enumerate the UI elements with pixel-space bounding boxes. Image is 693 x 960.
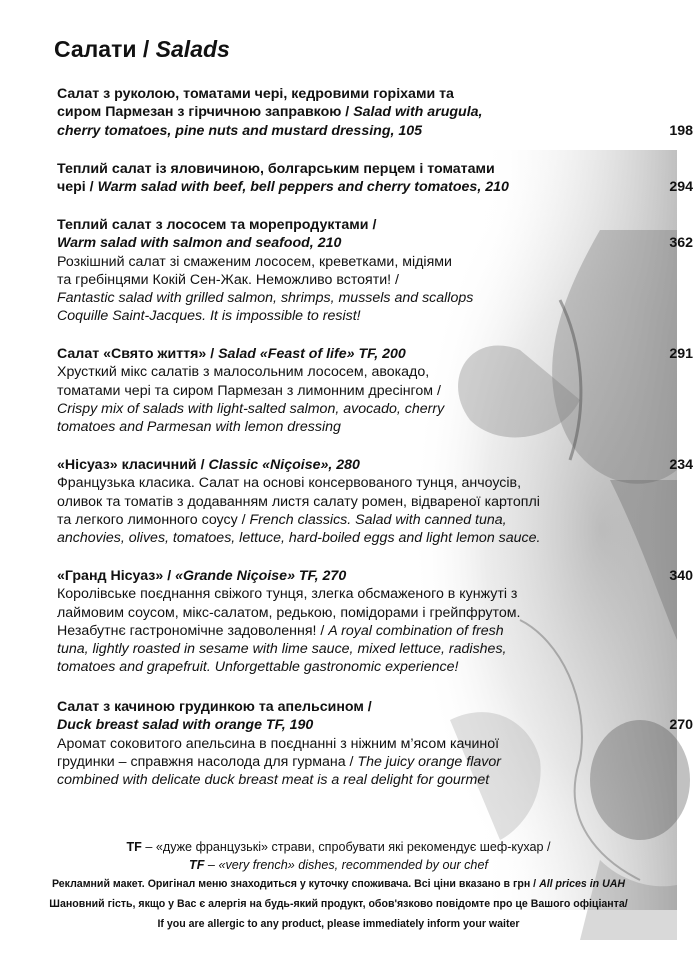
text-segment: грудинки – справжня насолода для гурмана / xyxy=(57,753,358,770)
text-segment: Duck breast salad with orange TF, 190 xyxy=(57,717,314,734)
menu-item-text xyxy=(57,122,637,140)
text-segment: «Гранд Нісуаз» / xyxy=(57,568,176,584)
menu-item xyxy=(57,85,693,140)
menu-item-text xyxy=(57,400,637,418)
allergy-note-en: If you are allergic to any product, please immediately inform your waiter xyxy=(157,918,520,930)
menu-item-price: 270 xyxy=(669,717,693,734)
menu-item-text xyxy=(57,511,637,529)
menu-item-text xyxy=(57,493,637,511)
menu-item-title xyxy=(57,567,637,585)
text-segment: «Нісуаз» класичний / xyxy=(57,457,209,473)
menu-item xyxy=(57,345,693,436)
text-segment: Теплий салат із яловичиною, болгарським перцем і томатами xyxy=(57,161,495,177)
menu-item-text xyxy=(57,307,637,325)
menu-item-text xyxy=(57,735,637,753)
menu-item-text xyxy=(57,234,637,252)
menu-item-price: 340 xyxy=(669,568,693,584)
allergy-note-ua: Шановний гість, якщо у Вас є алергія на будь-який продукт, обов'язково повідомте про це Вашого офіціанта/ xyxy=(49,898,628,910)
menu-item-text xyxy=(57,585,637,603)
price-note-en: All prices in UAH xyxy=(539,878,626,890)
text-segment: та гребінцями Кокій Сен-Жак. Неможливо встояти! / xyxy=(57,271,399,288)
tf-mark: TF xyxy=(126,840,142,854)
text-segment: Французька класика. Салат на основі консервованого тунця, анчоусів, xyxy=(57,475,522,492)
text-segment: Незабутнє гастрономічне задоволення! / xyxy=(57,622,329,639)
menu-item xyxy=(57,698,693,789)
menu-item-text xyxy=(57,753,637,771)
menu-item-title xyxy=(57,160,637,178)
text-segment: combined with delicate duck breast meat is a real delight for gourmet xyxy=(57,772,490,789)
menu-item-price: 362 xyxy=(669,235,693,252)
text-segment-en: Classic «Niçoise», 280 xyxy=(208,457,360,473)
text-segment-en: Warm salad with beef, bell peppers and cherry tomatoes, 210 xyxy=(97,179,509,196)
menu-item-title xyxy=(57,85,637,103)
menu-item-text xyxy=(57,271,637,289)
text-segment: cherry tomatoes, pine nuts and mustard dressing, 105 xyxy=(57,122,423,139)
menu-item-text xyxy=(57,640,637,658)
menu-item-text xyxy=(57,253,637,271)
menu-item-text xyxy=(57,382,637,400)
text-segment-en: Salad «Feast of life» TF, 200 xyxy=(218,346,406,362)
text-segment: anchovies, olives, tomatoes, lettuce, hard-boiled eggs and light lemon sauce. xyxy=(57,530,541,547)
text-segment: та легкого лимонного соусу / xyxy=(57,511,250,528)
menu-item xyxy=(57,567,693,677)
text-segment-en: The juicy orange flavor xyxy=(357,753,501,770)
price-note xyxy=(0,874,677,894)
menu-item-price: 234 xyxy=(669,457,693,473)
text-segment-en: Salad with arugula, xyxy=(353,104,483,121)
text-segment: tomatoes and grapefruit. Unforgettable gastronomic experience! xyxy=(57,659,459,676)
menu-item-text xyxy=(57,529,637,547)
text-segment: Салат з руколою, томатами чері, кедровими горіхами та xyxy=(57,86,454,102)
text-segment-en: French classics. Salad with canned tuna, xyxy=(249,511,507,528)
text-segment: Королівське поєднання свіжого тунця, злегка обсмаженого в кунжуті з xyxy=(57,586,518,603)
tf-note-ua xyxy=(0,838,677,856)
text-segment: чері / xyxy=(57,179,98,196)
tf-note-ua-text: – «дуже французькі» страви, спробувати які рекомендує шеф-кухар / xyxy=(141,840,551,854)
tf-note-en xyxy=(0,856,677,874)
text-segment: Розкішний салат зі смаженим лососем, креветками, мідіями xyxy=(57,253,452,270)
text-segment: сиром Пармезан з гірчичною заправкою / xyxy=(57,104,354,121)
menu-item-title xyxy=(57,456,637,474)
menu-item-text xyxy=(57,103,637,121)
text-segment: Fantastic salad with grilled salmon, shrimps, mussels and scallops xyxy=(57,290,474,307)
section-title-ua: Салати / xyxy=(54,36,150,62)
menu-item-title xyxy=(57,216,637,234)
tf-mark: TF xyxy=(189,858,205,872)
text-segment: оливок та томатів з додаванням листя салату ромен, відвареної картоплі xyxy=(57,493,540,510)
menu-item-text xyxy=(57,474,637,492)
text-segment-en: A royal combination of fresh xyxy=(328,622,504,639)
menu-item-price: 294 xyxy=(669,179,693,196)
section-title-en: Salads xyxy=(155,36,230,62)
section-title xyxy=(54,36,230,63)
price-note-ua: Рекламний макет. Оригінал меню знаходиться у куточку споживача. Всі ціни вказано в грн / xyxy=(51,878,540,890)
text-segment: tuna, lightly roasted in sesame with lime sauce, mixed lettuce, radishes, xyxy=(57,641,507,658)
menu-item-text xyxy=(57,363,637,381)
menu-item-title xyxy=(57,345,637,363)
text-segment: Салат «Свято життя» / xyxy=(57,346,219,362)
menu-item-price: 198 xyxy=(669,122,693,139)
menu-item-price: 291 xyxy=(669,346,693,362)
text-segment: Warm salad with salmon and seafood, 210 xyxy=(57,235,342,252)
text-segment: Хрусткий мікс салатів з малосольним лососем, авокадо, xyxy=(57,364,430,381)
menu-item-text xyxy=(57,771,637,789)
menu-item-text xyxy=(57,604,637,622)
menu-item-text xyxy=(57,289,637,307)
menu-item xyxy=(57,216,693,326)
text-segment: Салат з качиною грудинкою та апельсином / xyxy=(57,699,372,715)
menu-item xyxy=(57,456,693,547)
text-segment: Аромат соковитого апельсина в поєднанні з ніжним м’ясом качиної xyxy=(57,735,500,752)
menu-item-text xyxy=(57,418,637,436)
menu-item-text xyxy=(57,178,637,196)
text-segment: томатами чері та сиром Пармезан з лимонним дресінгом / xyxy=(57,382,441,399)
menu-item-title xyxy=(57,698,637,716)
menu-item-text xyxy=(57,622,637,640)
text-segment: Crispy mix of salads with light-salted salmon, avocado, cherry xyxy=(57,400,445,417)
tf-note-en-text: – «very french» dishes, recommended by our chef xyxy=(204,858,488,872)
text-segment: лаймовим соусом, мікс-салатом, редькою, помідорами і грейпфрутом. xyxy=(57,604,521,621)
text-segment-en: «Grande Niçoise» TF, 270 xyxy=(175,568,347,584)
text-segment: Coquille Saint-Jacques. It is impossible to resist! xyxy=(57,308,361,325)
text-segment: tomatoes and Parmesan with lemon dressing xyxy=(57,419,341,436)
menu-item-text xyxy=(57,716,637,734)
menu-item-text xyxy=(57,658,637,676)
footer xyxy=(0,838,677,934)
menu-item xyxy=(57,160,693,197)
text-segment: Теплий салат з лососем та морепродуктами / xyxy=(57,217,377,233)
